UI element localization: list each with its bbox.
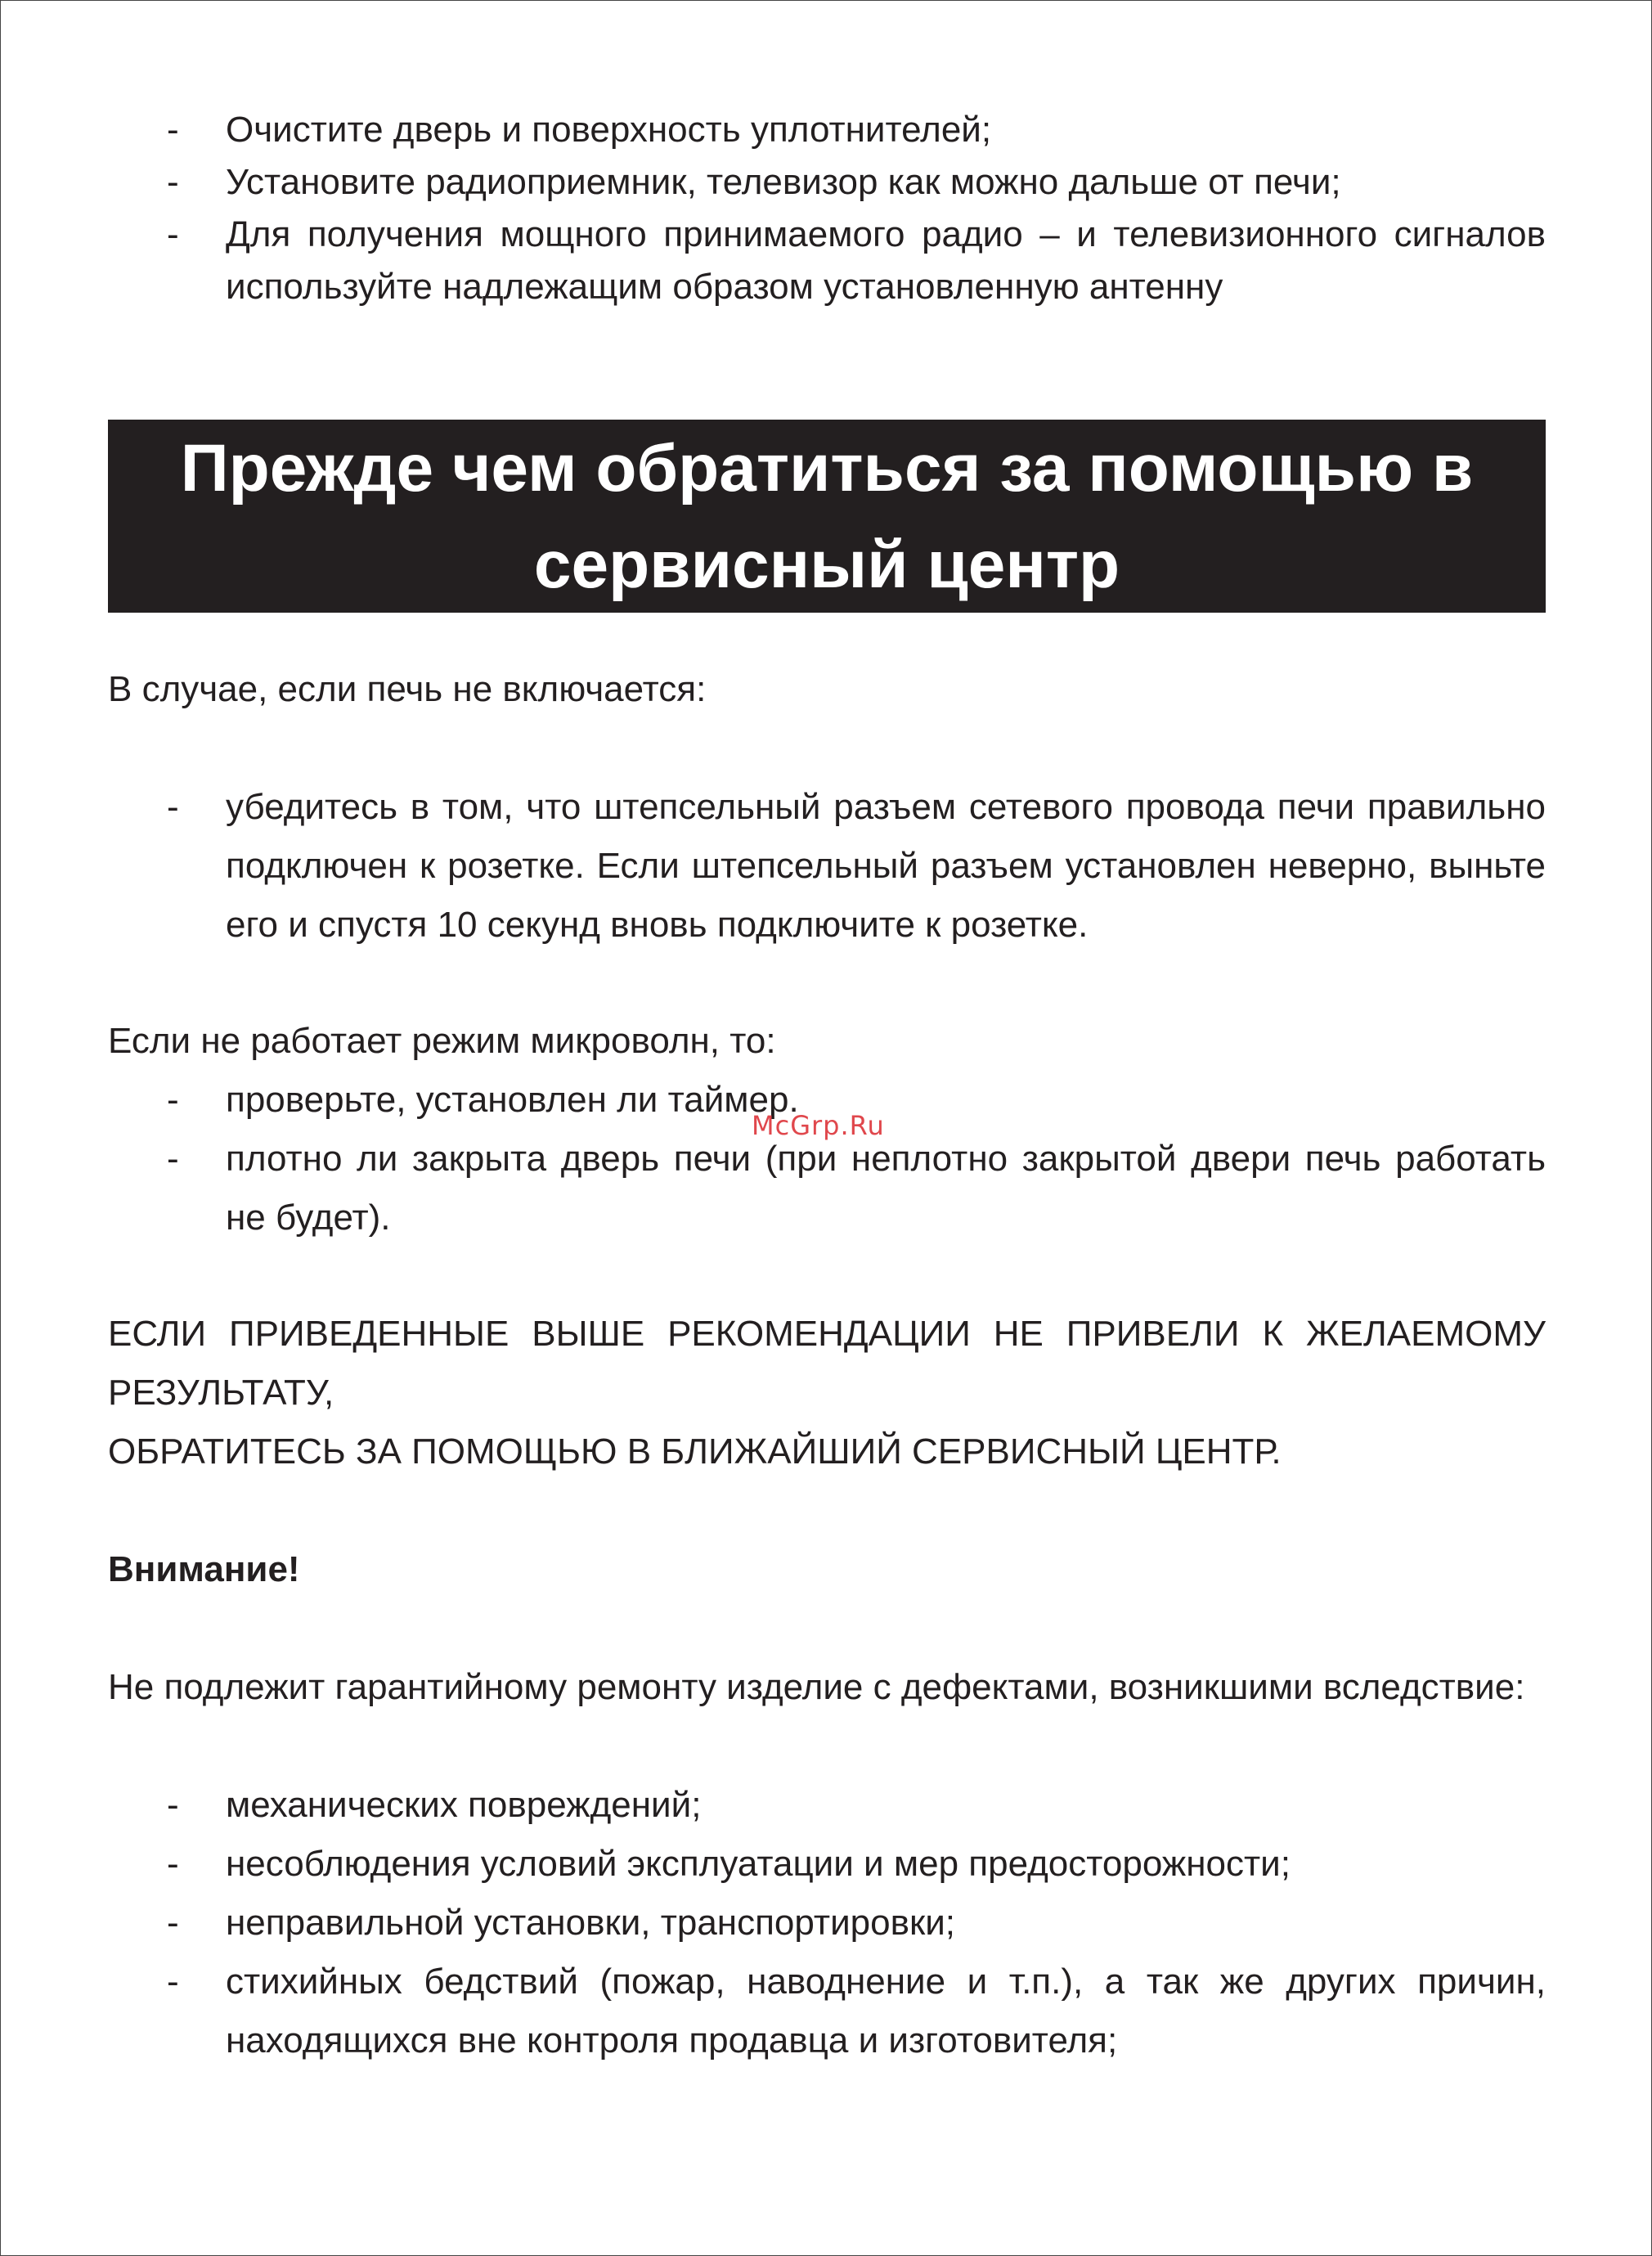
intro-list — [108, 104, 1546, 313]
list-item — [108, 1130, 1546, 1247]
list-item-text: несоблюдения условий эксплуатации и мер предосторожности; — [226, 1844, 1291, 1884]
site-watermark: McGrp.Ru — [752, 1110, 885, 1141]
list-item-text: Для получения мощного принимаемого радио – и телевизионного сигналов используйте надлежащим образом установленную антенну — [226, 214, 1546, 307]
list-item — [108, 1894, 1546, 1953]
list-item-text: Очистите дверь и поверхность уплотнителей; — [226, 110, 992, 150]
bullet-dash: - — [167, 1962, 179, 2002]
bullet-dash: - — [167, 1080, 179, 1120]
no-microwave-list — [108, 1071, 1546, 1247]
list-item-text: неправильной установки, транспортировки; — [226, 1903, 956, 1943]
section-banner — [108, 420, 1546, 613]
attention-title: Внимание! — [108, 1549, 300, 1589]
list-item — [108, 1835, 1546, 1894]
bullet-dash: - — [167, 1785, 179, 1825]
bullet-dash: - — [167, 110, 179, 150]
attention-list — [108, 1776, 1546, 2070]
list-item — [108, 209, 1546, 313]
banner-title-line2: сервисный центр — [533, 528, 1120, 602]
bullet-dash: - — [167, 1903, 179, 1943]
list-item — [108, 1953, 1546, 2070]
bullet-dash: - — [167, 162, 179, 202]
list-item-text: стихийных бедствий (пожар, наводнение и т.п.), а так же других причин, находящихся вне контроля продавца и изготовителя; — [226, 1962, 1546, 2061]
no-power-list — [108, 778, 1546, 955]
recommendation-line2: ОБРАТИТЕСЬ ЗА ПОМОЩЬЮ В БЛИЖАЙШИЙ СЕРВИСНЫЙ ЦЕНТР. — [108, 1431, 1282, 1472]
list-item-text: механических повреждений; — [226, 1785, 702, 1825]
no-power-heading: В случае, если печь не включается: — [108, 669, 707, 709]
list-item — [108, 778, 1546, 955]
list-item-text: Установите радиоприемник, телевизор как можно дальше от печи; — [226, 162, 1341, 202]
list-item — [108, 104, 1546, 156]
no-microwave-heading: Если не работает режим микроволн, то: — [108, 1021, 776, 1061]
list-item-text: проверьте, установлен ли таймер. — [226, 1080, 799, 1120]
banner-title-line1: Прежде чем обратиться за помощью в — [180, 431, 1474, 506]
bullet-dash: - — [167, 787, 179, 827]
bullet-dash: - — [167, 214, 179, 254]
list-item — [108, 1776, 1546, 1835]
list-item — [108, 156, 1546, 209]
list-item-text: плотно ли закрыта дверь печи (при неплотно закрытой двери печь работать не будет). — [226, 1139, 1546, 1238]
bullet-dash: - — [167, 1844, 179, 1884]
list-item-text: убедитесь в том, что штепсельный разъем сетевого провода печи правильно подключен к розетке. Если штепсельный разъем установлен неверно, выньте его и спустя 10 секунд вновь подключите к розетке. — [226, 787, 1546, 945]
recommendation-line1: ЕСЛИ ПРИВЕДЕННЫЕ ВЫШЕ РЕКОМЕНДАЦИИ НЕ ПРИВЕЛИ К ЖЕЛАЕМОМУ РЕЗУЛЬТАТУ, — [108, 1314, 1546, 1413]
attention-intro: Не подлежит гарантийному ремонту изделие с дефектами, возникшими вследствие: — [108, 1667, 1525, 1707]
bullet-dash: - — [167, 1139, 179, 1179]
